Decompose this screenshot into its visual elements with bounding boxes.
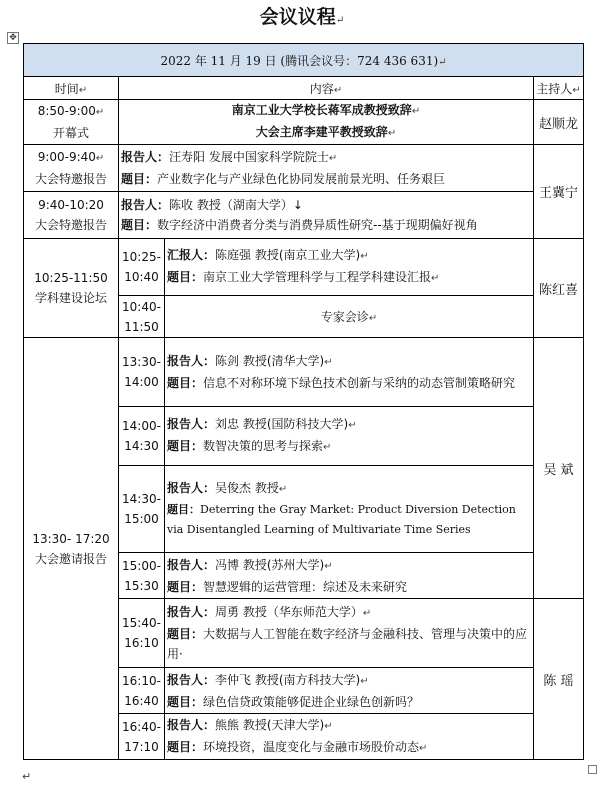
forum-row-1 — [24, 239, 584, 296]
talk5-time: 15:40- 16:10 — [119, 599, 165, 668]
opening-content: 南京工业大学校长蒋军成教授致辞↵ 大会主席李建平教授致辞↵ — [119, 100, 534, 145]
forum-r2-content: 专家会诊↵ — [165, 296, 534, 338]
keynote1-time: 9:00-9:40↵ 大会特邀报告 — [24, 145, 119, 192]
header-time: 时间↵ — [24, 77, 119, 100]
forum-host: 陈红喜 — [534, 239, 584, 338]
paragraph-mark: ↵ — [22, 770, 32, 783]
talk4-time: 15:00- 15:30 — [119, 553, 165, 599]
invited-time: 13:30- 17:20 大会邀请报告 — [24, 338, 119, 760]
invited-host-2: 陈 瑶 — [534, 599, 584, 760]
talk1-content: 报告人：陈剑 教授(清华大学)↵ 题目：信息不对称环境下绿色技术创新与采纳的动态管制策略研究 — [165, 338, 534, 407]
date-banner: 2022 年 11 月 19 日 (腾讯会议号：724 436 631)↵ — [24, 44, 584, 77]
talk2-content: 报告人：刘忠 教授(国防科技大学)↵ 题目：数智决策的思考与探索↵ — [165, 407, 534, 466]
talk2-time: 14:00- 14:30 — [119, 407, 165, 466]
talk7-time: 16:40- 17:10 — [119, 714, 165, 760]
talk7-content: 报告人：熊熊 教授(天津大学)↵ 题目：环境投资，温度变化与金融市场股价动态↵ — [165, 714, 534, 760]
forum-r1-content: 汇报人：陈庭强 教授(南京工业大学)↵ 题目：南京工业大学管理科学与工程学科建设汇报↵ — [165, 239, 534, 296]
talk1-time: 13:30- 14:00 — [119, 338, 165, 407]
keynote1-row — [24, 145, 584, 192]
opening-time: 8:50-9:00↵ 开幕式 — [24, 100, 119, 145]
forum-r1-time: 10:25- 10:40 — [119, 239, 165, 296]
invited-host-1: 吴 斌 — [534, 338, 584, 599]
talk4-content: 报告人：冯博 教授(苏州大学)↵ 题目：智慧逻辑的运营管理：综述及未来研究 — [165, 553, 534, 599]
talk3-time: 14:30- 15:00 — [119, 466, 165, 553]
talk6-time: 16:10- 16:40 — [119, 668, 165, 714]
forum-time: 10:25-11:50 学科建设论坛 — [24, 239, 119, 338]
page-title: 会议议程↵ — [259, 6, 345, 28]
invited-row-1 — [24, 338, 584, 407]
forum-r2-time: 10:40- 11:50 — [119, 296, 165, 338]
agenda-table — [23, 43, 584, 760]
talk3-content: 报告人：吴俊杰 教授↵ 题目：Deterring the Gray Market: Product Diversion Detection via Disentangled Learning of Multivariate Time Series — [165, 466, 534, 553]
header-host: 主持人↵ — [534, 77, 584, 100]
keynote2-row — [24, 192, 584, 239]
table-resize-handle-icon[interactable] — [588, 765, 597, 774]
keynote2-content: 报告人：陈收 教授（湖南大学）↓ 题目：数字经济中消费者分类与消费异质性研究--基于现期偏好视角 — [119, 192, 534, 239]
header-content: 内容↵ — [119, 77, 534, 100]
keynote-host: 王冀宁 — [534, 145, 584, 239]
talk6-content: 报告人：李仲飞 教授(南方科技大学)↵ 题目：绿色信贷政策能够促进企业绿色创新吗？ — [165, 668, 534, 714]
keynote1-content: 报告人：汪寿阳 发展中国家科学院院士↵ 题目：产业数字化与产业绿色化协同发展前景光明、任务艰巨 — [119, 145, 534, 192]
table-move-handle-icon[interactable]: ✥ — [7, 32, 19, 44]
opening-row — [24, 100, 584, 145]
talk5-content: 报告人：周勇 教授（华东师范大学）↵ 题目：大数据与人工智能在数字经济与金融科技、管理与决策中的应用· — [165, 599, 534, 668]
keynote2-time: 9:40-10:20 大会特邀报告 — [24, 192, 119, 239]
opening-host: 赵顺龙 — [534, 100, 584, 145]
